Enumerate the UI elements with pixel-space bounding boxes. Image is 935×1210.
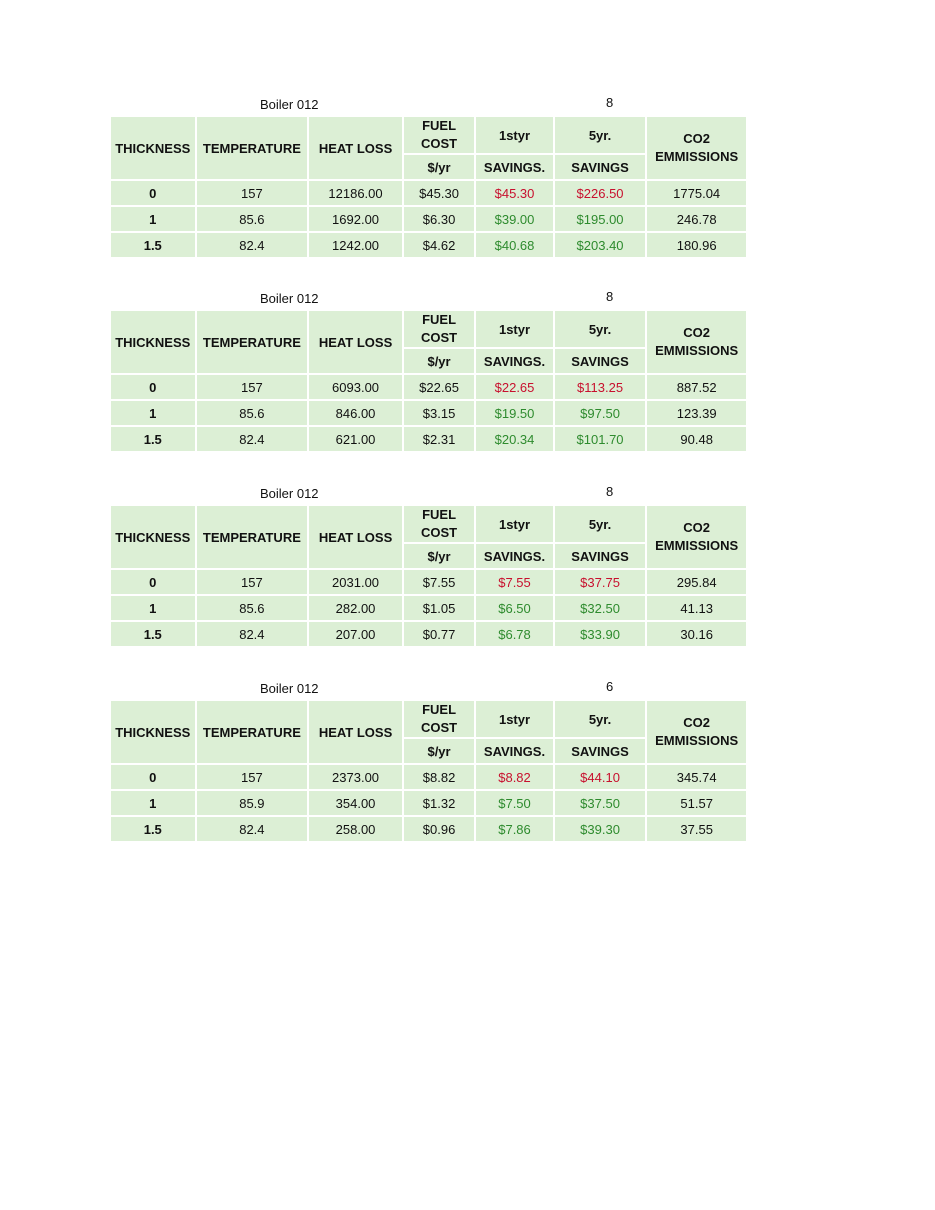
table-caption [111, 681, 746, 699]
cell-thickness: 1.5 [111, 622, 195, 646]
header-fuel-cost-line2: COST [420, 136, 458, 151]
cell-first-year-savings: $19.50 [476, 401, 552, 425]
boiler-table-block [111, 97, 746, 259]
header-heat-loss: HEAT LOSS [309, 506, 402, 568]
table-title: Boiler 012 [260, 291, 319, 306]
header-fuel-cost-line1: FUEL [422, 507, 457, 522]
table-caption [111, 291, 746, 309]
cell-heat-loss: 621.00 [309, 427, 402, 451]
header-temperature: TEMPERATURE [197, 117, 308, 179]
cell-fuel-cost: $6.30 [404, 207, 474, 231]
insulation-table [109, 699, 748, 843]
cell-fuel-cost: $0.77 [404, 622, 474, 646]
cell-co2: 295.84 [647, 570, 746, 594]
cell-temperature: 157 [197, 375, 308, 399]
cell-co2: 41.13 [647, 596, 746, 620]
cell-first-year-savings: $20.34 [476, 427, 552, 451]
header-co2-line2: EMMISSIONS [655, 733, 739, 748]
cell-co2: 90.48 [647, 427, 746, 451]
cell-temperature: 85.9 [197, 791, 308, 815]
table-title: Boiler 012 [260, 486, 319, 501]
cell-first-year-savings: $8.82 [476, 765, 552, 789]
cell-co2: 123.39 [647, 401, 746, 425]
cell-first-year-savings: $7.55 [476, 570, 552, 594]
header-heat-loss: HEAT LOSS [309, 117, 402, 179]
cell-temperature: 157 [197, 570, 308, 594]
header-fuel-cost-line1: FUEL [422, 312, 457, 327]
header-heat-loss: HEAT LOSS [309, 701, 402, 763]
table-caption [111, 97, 746, 115]
cell-first-year-savings: $40.68 [476, 233, 552, 257]
cell-thickness: 0 [111, 570, 195, 594]
header-five-year-savings: SAVINGS [555, 349, 646, 373]
boiler-table-block [111, 486, 746, 648]
cell-five-year-savings: $113.25 [555, 375, 646, 399]
header-first-year: 1styr [476, 506, 552, 542]
table-title: Boiler 012 [260, 681, 319, 696]
cell-fuel-cost: $22.65 [404, 375, 474, 399]
header-fuel-cost-line2: COST [420, 330, 458, 345]
cell-first-year-savings: $6.78 [476, 622, 552, 646]
cell-thickness: 1 [111, 791, 195, 815]
cell-temperature: 82.4 [197, 817, 308, 841]
cell-fuel-cost: $45.30 [404, 181, 474, 205]
cell-co2: 30.16 [647, 622, 746, 646]
cell-temperature: 157 [197, 181, 308, 205]
cell-heat-loss: 1242.00 [309, 233, 402, 257]
table-row [111, 596, 746, 620]
table-row [111, 622, 746, 646]
cell-thickness: 1.5 [111, 427, 195, 451]
table-row [111, 233, 746, 257]
header-thickness: THICKNESS [111, 311, 195, 373]
header-fuel-cost [404, 311, 474, 347]
cell-temperature: 157 [197, 765, 308, 789]
table-row [111, 427, 746, 451]
cell-heat-loss: 2031.00 [309, 570, 402, 594]
cell-fuel-cost: $8.82 [404, 765, 474, 789]
cell-fuel-cost: $7.55 [404, 570, 474, 594]
table-number: 6 [606, 679, 614, 694]
cell-five-year-savings: $101.70 [555, 427, 646, 451]
cell-temperature: 82.4 [197, 427, 308, 451]
header-co2 [647, 506, 746, 568]
header-co2-line2: EMMISSIONS [655, 149, 739, 164]
table-caption [111, 486, 746, 504]
cell-temperature: 85.6 [197, 207, 308, 231]
cell-heat-loss: 12186.00 [309, 181, 402, 205]
header-first-year-savings: SAVINGS. [476, 544, 552, 568]
header-five-year: 5yr. [555, 117, 646, 153]
header-fuel-cost-unit: $/yr [404, 544, 474, 568]
cell-thickness: 0 [111, 765, 195, 789]
cell-five-year-savings: $203.40 [555, 233, 646, 257]
header-fuel-cost [404, 506, 474, 542]
header-thickness: THICKNESS [111, 117, 195, 179]
cell-five-year-savings: $97.50 [555, 401, 646, 425]
header-fuel-cost-unit: $/yr [404, 155, 474, 179]
header-five-year: 5yr. [555, 701, 646, 737]
table-row [111, 817, 746, 841]
cell-heat-loss: 282.00 [309, 596, 402, 620]
header-five-year: 5yr. [555, 506, 646, 542]
header-temperature: TEMPERATURE [197, 311, 308, 373]
table-number: 8 [606, 95, 614, 110]
boiler-table-block [111, 681, 746, 843]
table-row [111, 401, 746, 425]
header-co2-line1: CO2 [683, 131, 711, 146]
header-fuel-cost-unit: $/yr [404, 739, 474, 763]
cell-co2: 246.78 [647, 207, 746, 231]
cell-fuel-cost: $1.05 [404, 596, 474, 620]
cell-five-year-savings: $195.00 [555, 207, 646, 231]
cell-fuel-cost: $1.32 [404, 791, 474, 815]
cell-first-year-savings: $6.50 [476, 596, 552, 620]
header-five-year: 5yr. [555, 311, 646, 347]
cell-fuel-cost: $3.15 [404, 401, 474, 425]
cell-first-year-savings: $7.50 [476, 791, 552, 815]
cell-co2: 887.52 [647, 375, 746, 399]
insulation-table [109, 309, 748, 453]
cell-heat-loss: 6093.00 [309, 375, 402, 399]
header-temperature: TEMPERATURE [197, 506, 308, 568]
cell-co2: 180.96 [647, 233, 746, 257]
header-co2 [647, 117, 746, 179]
table-row [111, 375, 746, 399]
cell-thickness: 1.5 [111, 233, 195, 257]
cell-five-year-savings: $39.30 [555, 817, 646, 841]
cell-thickness: 0 [111, 181, 195, 205]
table-title: Boiler 012 [260, 97, 319, 112]
header-fuel-cost-line1: FUEL [422, 118, 457, 133]
table-number: 8 [606, 484, 614, 499]
cell-five-year-savings: $37.50 [555, 791, 646, 815]
header-five-year-savings: SAVINGS [555, 544, 646, 568]
cell-heat-loss: 258.00 [309, 817, 402, 841]
insulation-table [109, 504, 748, 648]
cell-fuel-cost: $2.31 [404, 427, 474, 451]
header-first-year: 1styr [476, 117, 552, 153]
cell-co2: 1775.04 [647, 181, 746, 205]
cell-thickness: 1 [111, 207, 195, 231]
header-co2-line2: EMMISSIONS [655, 538, 739, 553]
header-temperature: TEMPERATURE [197, 701, 308, 763]
header-co2 [647, 701, 746, 763]
header-first-year: 1styr [476, 701, 552, 737]
cell-fuel-cost: $4.62 [404, 233, 474, 257]
cell-five-year-savings: $226.50 [555, 181, 646, 205]
cell-heat-loss: 2373.00 [309, 765, 402, 789]
header-five-year-savings: SAVINGS [555, 739, 646, 763]
cell-first-year-savings: $39.00 [476, 207, 552, 231]
header-co2-line1: CO2 [683, 325, 711, 340]
table-row [111, 207, 746, 231]
cell-thickness: 1 [111, 596, 195, 620]
table-row [111, 791, 746, 815]
cell-temperature: 85.6 [197, 596, 308, 620]
cell-temperature: 82.4 [197, 233, 308, 257]
header-co2-line2: EMMISSIONS [655, 343, 739, 358]
cell-five-year-savings: $37.75 [555, 570, 646, 594]
table-row [111, 181, 746, 205]
table-row [111, 765, 746, 789]
header-first-year: 1styr [476, 311, 552, 347]
cell-co2: 51.57 [647, 791, 746, 815]
table-number: 8 [606, 289, 614, 304]
cell-first-year-savings: $7.86 [476, 817, 552, 841]
cell-co2: 37.55 [647, 817, 746, 841]
header-co2 [647, 311, 746, 373]
cell-heat-loss: 354.00 [309, 791, 402, 815]
cell-heat-loss: 1692.00 [309, 207, 402, 231]
header-heat-loss: HEAT LOSS [309, 311, 402, 373]
header-co2-line1: CO2 [683, 520, 711, 535]
cell-thickness: 1.5 [111, 817, 195, 841]
header-thickness: THICKNESS [111, 701, 195, 763]
header-fuel-cost [404, 701, 474, 737]
header-first-year-savings: SAVINGS. [476, 155, 552, 179]
header-fuel-cost-line1: FUEL [422, 702, 457, 717]
cell-fuel-cost: $0.96 [404, 817, 474, 841]
header-five-year-savings: SAVINGS [555, 155, 646, 179]
header-co2-line1: CO2 [683, 715, 711, 730]
cell-five-year-savings: $32.50 [555, 596, 646, 620]
header-fuel-cost [404, 117, 474, 153]
cell-thickness: 0 [111, 375, 195, 399]
cell-first-year-savings: $22.65 [476, 375, 552, 399]
cell-heat-loss: 846.00 [309, 401, 402, 425]
cell-first-year-savings: $45.30 [476, 181, 552, 205]
cell-temperature: 85.6 [197, 401, 308, 425]
cell-five-year-savings: $44.10 [555, 765, 646, 789]
header-first-year-savings: SAVINGS. [476, 739, 552, 763]
cell-heat-loss: 207.00 [309, 622, 402, 646]
cell-co2: 345.74 [647, 765, 746, 789]
cell-temperature: 82.4 [197, 622, 308, 646]
header-first-year-savings: SAVINGS. [476, 349, 552, 373]
header-thickness: THICKNESS [111, 506, 195, 568]
cell-thickness: 1 [111, 401, 195, 425]
cell-five-year-savings: $33.90 [555, 622, 646, 646]
header-fuel-cost-line2: COST [420, 525, 458, 540]
table-row [111, 570, 746, 594]
boiler-table-block [111, 291, 746, 453]
insulation-table [109, 115, 748, 259]
header-fuel-cost-line2: COST [420, 720, 458, 735]
header-fuel-cost-unit: $/yr [404, 349, 474, 373]
